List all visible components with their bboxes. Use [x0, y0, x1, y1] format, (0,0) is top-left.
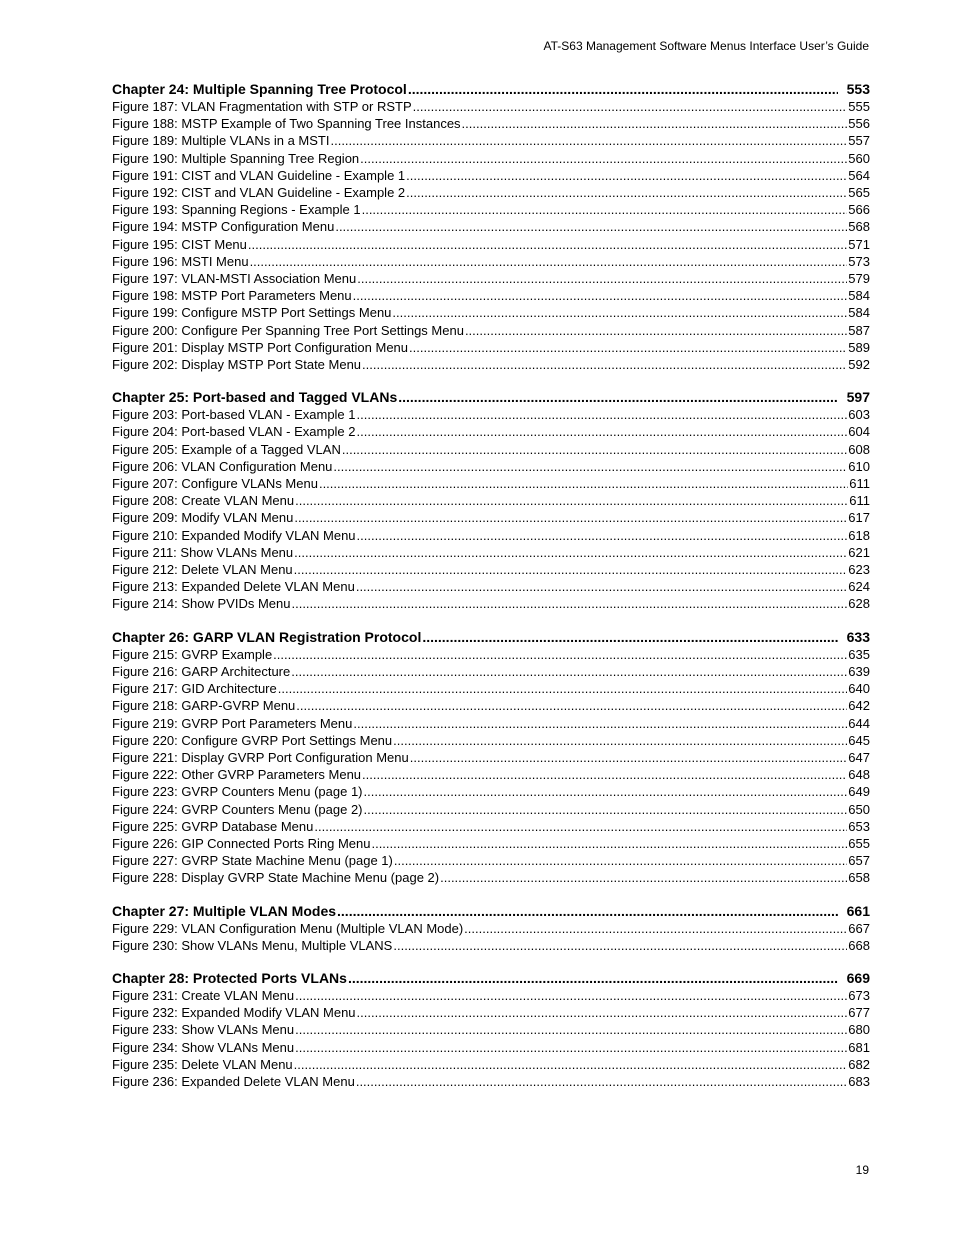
dot-leader [278, 680, 848, 697]
figure-entry-title: Figure 209: Modify VLAN Menu [112, 510, 294, 526]
figure-entry-title: Figure 192: CIST and VLAN Guideline - Example 2 [112, 185, 406, 201]
figure-entry-page: 628 [848, 596, 870, 612]
figure-entry-title: Figure 207: Configure VLANs Menu [112, 476, 318, 492]
dot-leader [393, 937, 847, 954]
figure-entry[interactable] [112, 287, 870, 304]
dot-leader [337, 902, 838, 920]
figure-entry-title: Figure 217: GID Architecture [112, 681, 277, 697]
dot-leader [392, 304, 847, 321]
chapter-entry-page: 553 [846, 81, 870, 97]
dot-leader [362, 766, 847, 783]
figure-entry[interactable] [112, 132, 870, 149]
dot-leader [356, 1073, 847, 1090]
dot-leader [413, 98, 848, 115]
figure-entry-page: 587 [848, 322, 870, 338]
dot-leader [465, 322, 847, 339]
figure-entry-page: 571 [848, 236, 870, 252]
figure-entry[interactable] [112, 663, 870, 680]
figure-entry-title: Figure 223: GVRP Counters Menu (page 1) [112, 784, 363, 800]
figure-entry-title: Figure 202: Display MSTP Port State Menu [112, 357, 362, 373]
dot-leader [273, 646, 847, 663]
chapter-entry-page: 669 [846, 969, 870, 986]
figure-entry-page: 639 [848, 663, 870, 679]
figure-entry-page: 579 [848, 271, 870, 287]
figure-entry-page: 681 [848, 1039, 870, 1055]
dot-leader [357, 270, 847, 287]
chapter-entry-title: Chapter 27: Multiple VLAN Modes [112, 902, 337, 919]
figure-entry[interactable] [112, 869, 870, 886]
figure-entry-title: Figure 230: Show VLANs Menu, Multiple VLANS [112, 937, 393, 953]
figure-entry-page: 592 [848, 357, 870, 373]
figure-entry-page: 677 [848, 1005, 870, 1021]
figure-entry-page: 589 [848, 339, 870, 355]
figure-entry-title: Figure 222: Other GVRP Parameters Menu [112, 767, 362, 783]
figure-entry-title: Figure 229: VLAN Configuration Menu (Multiple VLAN Mode) [112, 920, 464, 936]
figure-entry[interactable] [112, 595, 870, 612]
figure-entry-title: Figure 218: GARP-GVRP Menu [112, 698, 296, 714]
figure-entry-page: 611 [849, 476, 870, 492]
figure-entry-title: Figure 199: Configure MSTP Port Settings Menu [112, 305, 392, 321]
chapter-section [112, 388, 870, 612]
chapter-entry-title: Chapter 24: Multiple Spanning Tree Protocol [112, 81, 407, 97]
figure-entry[interactable] [112, 818, 870, 835]
figure-entry-title: Figure 228: Display GVRP State Machine Menu (page 2) [112, 870, 440, 886]
figure-entry-title: Figure 187: VLAN Fragmentation with STP or RSTP [112, 99, 412, 114]
figure-entry[interactable] [112, 201, 870, 218]
running-header: AT-S63 Management Software Menus Interface User’s Guide [543, 39, 869, 53]
figure-entry[interactable] [112, 561, 870, 578]
dot-leader [364, 801, 848, 818]
figure-entry-page: 560 [848, 150, 870, 166]
chapter-section [112, 969, 870, 1090]
figure-entry[interactable] [112, 732, 870, 749]
figure-entry[interactable] [112, 236, 870, 253]
figure-entry-title: Figure 201: Display MSTP Port Configuration Menu [112, 339, 409, 355]
table-of-figures [112, 80, 870, 1105]
figure-entry-title: Figure 236: Expanded Delete VLAN Menu [112, 1073, 355, 1089]
figure-entry-title: Figure 221: Display GVRP Port Configuration Menu [112, 749, 409, 765]
figure-entry-page: 604 [848, 424, 870, 440]
dot-leader [319, 475, 848, 492]
figure-entry-title: Figure 233: Show VLANs Menu [112, 1022, 295, 1038]
dot-leader [464, 920, 847, 937]
figure-entry[interactable] [112, 406, 870, 423]
figure-entry-title: Figure 210: Expanded Modify VLAN Menu [112, 527, 356, 543]
dot-leader [294, 561, 848, 578]
dot-leader [360, 150, 847, 167]
figure-entry-page: 682 [848, 1056, 870, 1072]
figure-entry-title: Figure 215: GVRP Example [112, 646, 273, 662]
figure-entry-title: Figure 227: GVRP State Machine Menu (page 1) [112, 853, 393, 869]
chapter-section [112, 80, 870, 373]
figure-entry[interactable] [112, 937, 870, 954]
figure-entry-page: 655 [848, 835, 870, 851]
chapter-entry-title: Chapter 28: Protected Ports VLANs [112, 969, 347, 986]
dot-leader [294, 1056, 848, 1073]
figure-entry-page: 648 [848, 767, 870, 783]
dot-leader [295, 492, 848, 509]
dot-leader [440, 869, 847, 886]
figure-entry-title: Figure 203: Port-based VLAN - Example 1 [112, 407, 356, 423]
figure-entry-title: Figure 231: Create VLAN Menu [112, 987, 295, 1003]
figure-entry[interactable] [112, 339, 870, 356]
dot-leader [410, 749, 848, 766]
figure-entry-title: Figure 225: GVRP Database Menu [112, 818, 314, 834]
figure-entry-page: 623 [848, 562, 870, 578]
figure-entry-page: 649 [848, 784, 870, 800]
dot-leader [294, 509, 847, 526]
figure-entry-title: Figure 206: VLAN Configuration Menu [112, 458, 333, 474]
dot-leader [291, 663, 847, 680]
figure-entry-title: Figure 216: GARP Architecture [112, 663, 291, 679]
dot-leader [406, 184, 847, 201]
dot-leader [295, 987, 847, 1004]
figure-entry[interactable] [112, 150, 870, 167]
dot-leader [353, 287, 848, 304]
chapter-entry-page: 661 [846, 902, 870, 919]
figure-entry-page: 611 [849, 493, 870, 509]
figure-entry[interactable] [112, 1056, 870, 1073]
figure-entry[interactable] [112, 304, 870, 321]
figure-entry-title: Figure 205: Example of a Tagged VLAN [112, 441, 341, 457]
figure-entry[interactable] [112, 783, 870, 800]
figure-entry[interactable] [112, 697, 870, 714]
figure-entry[interactable] [112, 115, 870, 132]
figure-entry[interactable] [112, 1004, 870, 1021]
figure-entry-page: 657 [848, 853, 870, 869]
figure-entry[interactable] [112, 322, 870, 339]
chapter-entry[interactable] [112, 902, 870, 920]
figure-entry[interactable] [112, 492, 870, 509]
figure-entry-title: Figure 191: CIST and VLAN Guideline - Example 1 [112, 167, 406, 183]
figure-entry[interactable] [112, 987, 870, 1004]
figure-entry-page: 573 [848, 253, 870, 269]
figure-entry-page: 644 [848, 715, 870, 731]
figure-entry-title: Figure 226: GIP Connected Ports Ring Menu [112, 835, 371, 851]
figure-entry-title: Figure 197: VLAN-MSTI Association Menu [112, 271, 357, 287]
figure-entry-page: 645 [848, 732, 870, 748]
figure-entry-page: 608 [848, 441, 870, 457]
dot-leader [357, 527, 848, 544]
figure-entry-page: 667 [848, 920, 870, 936]
figure-entry[interactable] [112, 852, 870, 869]
figure-entry[interactable] [112, 184, 870, 201]
figure-entry-title: Figure 195: CIST Menu [112, 236, 247, 252]
figure-entry-page: 658 [848, 870, 870, 886]
figure-entry-title: Figure 212: Delete VLAN Menu [112, 562, 293, 578]
dot-leader [294, 544, 847, 561]
figure-entry-page: 647 [848, 749, 870, 765]
figure-entry[interactable] [112, 423, 870, 440]
figure-entry-page: 650 [848, 801, 870, 817]
dot-leader [406, 167, 847, 184]
chapter-entry[interactable] [112, 628, 870, 646]
figure-entry-title: Figure 208: Create VLAN Menu [112, 493, 295, 509]
figure-entry-page: 621 [848, 544, 870, 560]
figure-entry-title: Figure 196: MSTI Menu [112, 253, 249, 269]
figure-entry-title: Figure 213: Expanded Delete VLAN Menu [112, 579, 355, 595]
figure-entry-title: Figure 224: GVRP Counters Menu (page 2) [112, 801, 363, 817]
figure-entry-title: Figure 198: MSTP Port Parameters Menu [112, 288, 352, 304]
dot-leader [408, 80, 838, 98]
dot-leader [364, 783, 848, 800]
figure-entry-page: 642 [848, 698, 870, 714]
figure-entry[interactable] [112, 1039, 870, 1056]
dot-leader [342, 441, 847, 458]
figure-entry-page: 568 [848, 219, 870, 235]
dot-leader [296, 697, 847, 714]
dot-leader [250, 253, 848, 270]
dot-leader [462, 115, 848, 132]
figure-entry[interactable] [112, 527, 870, 544]
dot-leader [348, 969, 838, 987]
figure-entry-page: 653 [848, 818, 870, 834]
dot-leader [330, 132, 847, 149]
figure-entry-title: Figure 193: Spanning Regions - Example 1 [112, 202, 361, 218]
figure-entry-page: 564 [848, 167, 870, 183]
figure-entry[interactable] [112, 749, 870, 766]
figure-entry[interactable] [112, 578, 870, 595]
dot-leader [362, 201, 848, 218]
dot-leader [357, 1004, 848, 1021]
figure-entry-page: 557 [848, 133, 870, 149]
figure-entry[interactable] [112, 458, 870, 475]
figure-entry[interactable] [112, 441, 870, 458]
chapter-entry[interactable] [112, 969, 870, 987]
chapter-entry[interactable] [112, 388, 870, 406]
dot-leader [357, 406, 848, 423]
chapter-entry[interactable] [112, 80, 870, 98]
figure-entry-title: Figure 190: Multiple Spanning Tree Region [112, 150, 360, 166]
figure-entry-title: Figure 219: GVRP Port Parameters Menu [112, 715, 353, 731]
figure-entry-page: 668 [848, 937, 870, 953]
figure-entry-title: Figure 235: Delete VLAN Menu [112, 1056, 293, 1072]
chapter-section [112, 628, 870, 887]
figure-entry-page: 555 [848, 99, 870, 114]
dot-leader [295, 1039, 847, 1056]
figure-entry[interactable] [112, 646, 870, 663]
figure-entry-page: 584 [848, 305, 870, 321]
chapter-entry-page: 597 [846, 389, 870, 406]
figure-entry[interactable] [112, 218, 870, 235]
figure-entry-title: Figure 204: Port-based VLAN - Example 2 [112, 424, 356, 440]
page-number: 19 [855, 1163, 869, 1177]
dot-leader [398, 388, 837, 406]
figure-entry[interactable] [112, 1021, 870, 1038]
figure-entry-page: 610 [848, 458, 870, 474]
figure-entry[interactable] [112, 167, 870, 184]
figure-entry-title: Figure 220: Configure GVRP Port Settings Menu [112, 732, 393, 748]
figure-entry-page: 624 [848, 579, 870, 595]
figure-entry-page: 556 [848, 116, 870, 132]
figure-entry-page: 635 [848, 646, 870, 662]
figure-entry-title: Figure 194: MSTP Configuration Menu [112, 219, 335, 235]
figure-entry[interactable] [112, 270, 870, 287]
chapter-section [112, 902, 870, 954]
figure-entry-title: Figure 188: MSTP Example of Two Spanning Tree Instances [112, 116, 461, 132]
figure-entry-page: 680 [848, 1022, 870, 1038]
dot-leader [422, 628, 837, 646]
dot-leader [291, 595, 847, 612]
figure-entry-title: Figure 214: Show PVIDs Menu [112, 596, 291, 612]
chapter-entry-page: 633 [846, 628, 870, 645]
chapter-entry-title: Chapter 26: GARP VLAN Registration Protocol [112, 628, 422, 645]
figure-entry[interactable] [112, 509, 870, 526]
dot-leader [362, 356, 847, 373]
figure-entry-page: 584 [848, 288, 870, 304]
figure-entry[interactable] [112, 715, 870, 732]
figure-entry-page: 617 [848, 510, 870, 526]
figure-entry[interactable] [112, 356, 870, 373]
figure-entry-page: 640 [848, 681, 870, 697]
figure-entry[interactable] [112, 475, 870, 492]
figure-entry[interactable] [112, 680, 870, 697]
figure-entry-page: 603 [848, 407, 870, 423]
figure-entry-title: Figure 200: Configure Per Spanning Tree Port Settings Menu [112, 322, 464, 338]
figure-entry-title: Figure 234: Show VLANs Menu [112, 1039, 295, 1055]
figure-entry-page: 618 [848, 527, 870, 543]
dot-leader [314, 818, 847, 835]
figure-entry[interactable] [112, 544, 870, 561]
figure-entry[interactable] [112, 801, 870, 818]
dot-leader [356, 578, 847, 595]
figure-entry[interactable] [112, 835, 870, 852]
figure-entry-page: 683 [848, 1073, 870, 1089]
dot-leader [295, 1021, 847, 1038]
dot-leader [394, 852, 847, 869]
figure-entry[interactable] [112, 253, 870, 270]
dot-leader [333, 458, 847, 475]
figure-entry[interactable] [112, 920, 870, 937]
figure-entry-page: 565 [848, 185, 870, 201]
dot-leader [393, 732, 847, 749]
figure-entry-title: Figure 232: Expanded Modify VLAN Menu [112, 1005, 356, 1021]
figure-entry-title: Figure 189: Multiple VLANs in a MSTI [112, 133, 330, 149]
figure-entry-page: 673 [848, 987, 870, 1003]
dot-leader [248, 236, 847, 253]
dot-leader [357, 423, 848, 440]
chapter-entry-title: Chapter 25: Port-based and Tagged VLANs [112, 389, 398, 406]
figure-entry-page: 566 [848, 202, 870, 218]
dot-leader [409, 339, 847, 356]
dot-leader [353, 715, 847, 732]
figure-entry[interactable] [112, 766, 870, 783]
figure-entry-title: Figure 211: Show VLANs Menu [112, 544, 294, 560]
dot-leader [335, 218, 847, 235]
figure-entry[interactable] [112, 1073, 870, 1090]
dot-leader [371, 835, 847, 852]
figure-entry[interactable] [112, 98, 870, 115]
